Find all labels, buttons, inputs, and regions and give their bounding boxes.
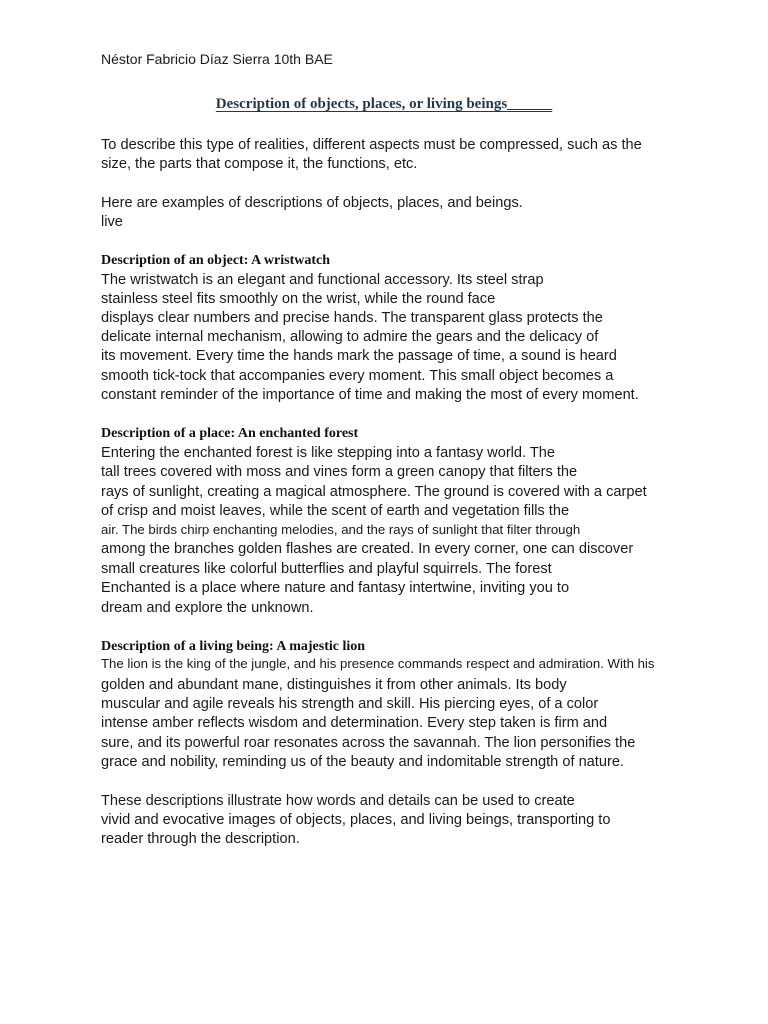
examples-intro-line-2: live: [101, 214, 123, 230]
being-line: muscular and agile reveals his strength and skill. His piercing eyes, of a color: [101, 696, 599, 712]
place-section-heading: Description of a place: An enchanted forest: [101, 426, 359, 441]
place-line: rays of sunlight, creating a magical atmosphere. The ground is covered with a carpet: [101, 484, 647, 500]
being-line: grace and nobility, reminding us of the beauty and indomitable strength of nature.: [101, 754, 625, 770]
place-line: small creatures like colorful butterflies and playful squirrels. The forest: [101, 561, 552, 577]
author-line: Néstor Fabricio Díaz Sierra 10th BAE: [101, 51, 333, 67]
conclusion-line: vivid and evocative images of objects, places, and living beings, transporting to: [101, 812, 611, 828]
object-section-heading: Description of an object: A wristwatch: [101, 253, 331, 268]
document-title-text: Description of objects, places, or living beings______: [215, 96, 553, 112]
place-line: air. The birds chirp enchanting melodies, and the rays of sunlight that filter through: [101, 522, 581, 537]
object-line: constant reminder of the importance of time and making the most of every moment.: [101, 387, 639, 403]
conclusion-line: These descriptions illustrate how words and details can be used to create: [101, 793, 575, 809]
place-line: Entering the enchanted forest is like stepping into a fantasy world. The: [101, 445, 556, 461]
object-line: The wristwatch is an elegant and functional accessory. Its steel strap: [101, 272, 544, 288]
place-line: Enchanted is a place where nature and fantasy intertwine, inviting you to: [101, 580, 570, 596]
object-line: displays clear numbers and precise hands. The transparent glass protects the: [101, 310, 603, 326]
object-line: its movement. Every time the hands mark the passage of time, a sound is heard: [101, 348, 617, 364]
being-line: The lion is the king of the jungle, and his presence commands respect and admiration. With his: [101, 656, 655, 671]
intro-line-2: size, the parts that compose it, the functions, etc.: [101, 156, 418, 172]
examples-intro-line-1: Here are examples of descriptions of objects, places, and beings.: [101, 195, 523, 211]
being-line: intense amber reflects wisdom and determination. Every step taken is firm and: [101, 715, 608, 731]
being-line: golden and abundant mane, distinguishes it from other animals. Its body: [101, 677, 567, 693]
document-title: [0, 94, 768, 114]
object-line: smooth tick-tock that accompanies every moment. This small object becomes a: [101, 368, 614, 384]
object-line: stainless steel fits smoothly on the wrist, while the round face: [101, 291, 496, 307]
intro-line-1: To describe this type of realities, different aspects must be compressed, such as the: [101, 137, 642, 153]
place-line: of crisp and moist leaves, while the scent of earth and vegetation fills the: [101, 503, 570, 519]
being-line: sure, and its powerful roar resonates across the savannah. The lion personifies the: [101, 735, 636, 751]
place-line: among the branches golden flashes are created. In every corner, one can discover: [101, 541, 634, 557]
place-line: dream and explore the unknown.: [101, 600, 314, 616]
being-section-heading: Description of a living being: A majestic lion: [101, 639, 366, 654]
object-line: delicate internal mechanism, allowing to admire the gears and the delicacy of: [101, 329, 599, 345]
place-line: tall trees covered with moss and vines form a green canopy that filters the: [101, 464, 578, 480]
conclusion-line: reader through the description.: [101, 831, 300, 847]
